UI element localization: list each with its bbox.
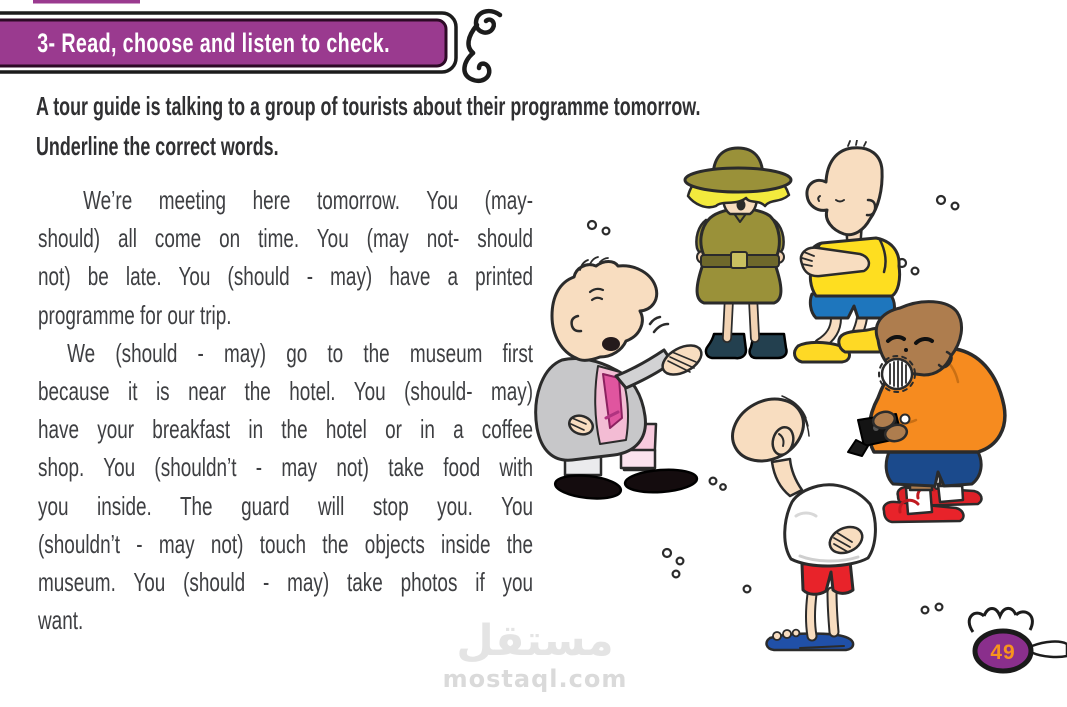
passage-line: should) all come on time. You (may not- should xyxy=(38,223,534,254)
passage-line: shop. You (shouldn’t - may not) take food with xyxy=(38,452,534,483)
exercise-banner-title xyxy=(0,21,446,66)
page-number-badge xyxy=(952,598,1067,683)
passage-line: not) be late. You (should - may) have a printed xyxy=(38,261,534,292)
watermark-domain: mostaql.com xyxy=(442,665,628,693)
banner-top-sliver xyxy=(33,0,140,4)
passage-line: have your breakfast in the hotel or in a coffee xyxy=(38,414,534,445)
tour-guide xyxy=(536,257,706,501)
passage-line: because it is near the hotel. You (should- may) xyxy=(38,376,534,407)
passage-line: (shouldn’t - may not) touch the objects inside the xyxy=(38,528,534,559)
passage-line: We (should - may) go to the museum first xyxy=(67,337,534,368)
bald-tourist-back-view xyxy=(722,387,876,650)
passage-line: you inside. The guard will stop you. You xyxy=(38,490,534,521)
passage xyxy=(38,181,533,639)
passage-line: We’re meeting here tomorrow. You (may- xyxy=(83,185,534,215)
ribbon-ornament-icon xyxy=(969,608,1032,632)
passage-line: museum. You (should - may) take photos if you xyxy=(38,567,534,598)
passage-line: want. xyxy=(38,605,84,636)
page-number: 49 xyxy=(990,641,1016,664)
badge-tail-line xyxy=(1031,642,1067,657)
swirl-ornament-icon xyxy=(464,11,500,81)
tour-group-illustration xyxy=(528,140,1067,665)
woman-tourist-safari-hat xyxy=(685,148,791,358)
watermark-logo-text: مستقل xyxy=(456,616,614,666)
banner-title-text: 3- Read, choose and listen to check. xyxy=(37,28,391,58)
instruction-line-2: Underline the correct words. xyxy=(36,131,279,161)
passage-line: programme for our trip. xyxy=(38,299,232,330)
watermark xyxy=(440,616,630,692)
instruction-line-1: A tour guide is talking to a group of tourists about their programme tomorrow. xyxy=(36,91,701,121)
